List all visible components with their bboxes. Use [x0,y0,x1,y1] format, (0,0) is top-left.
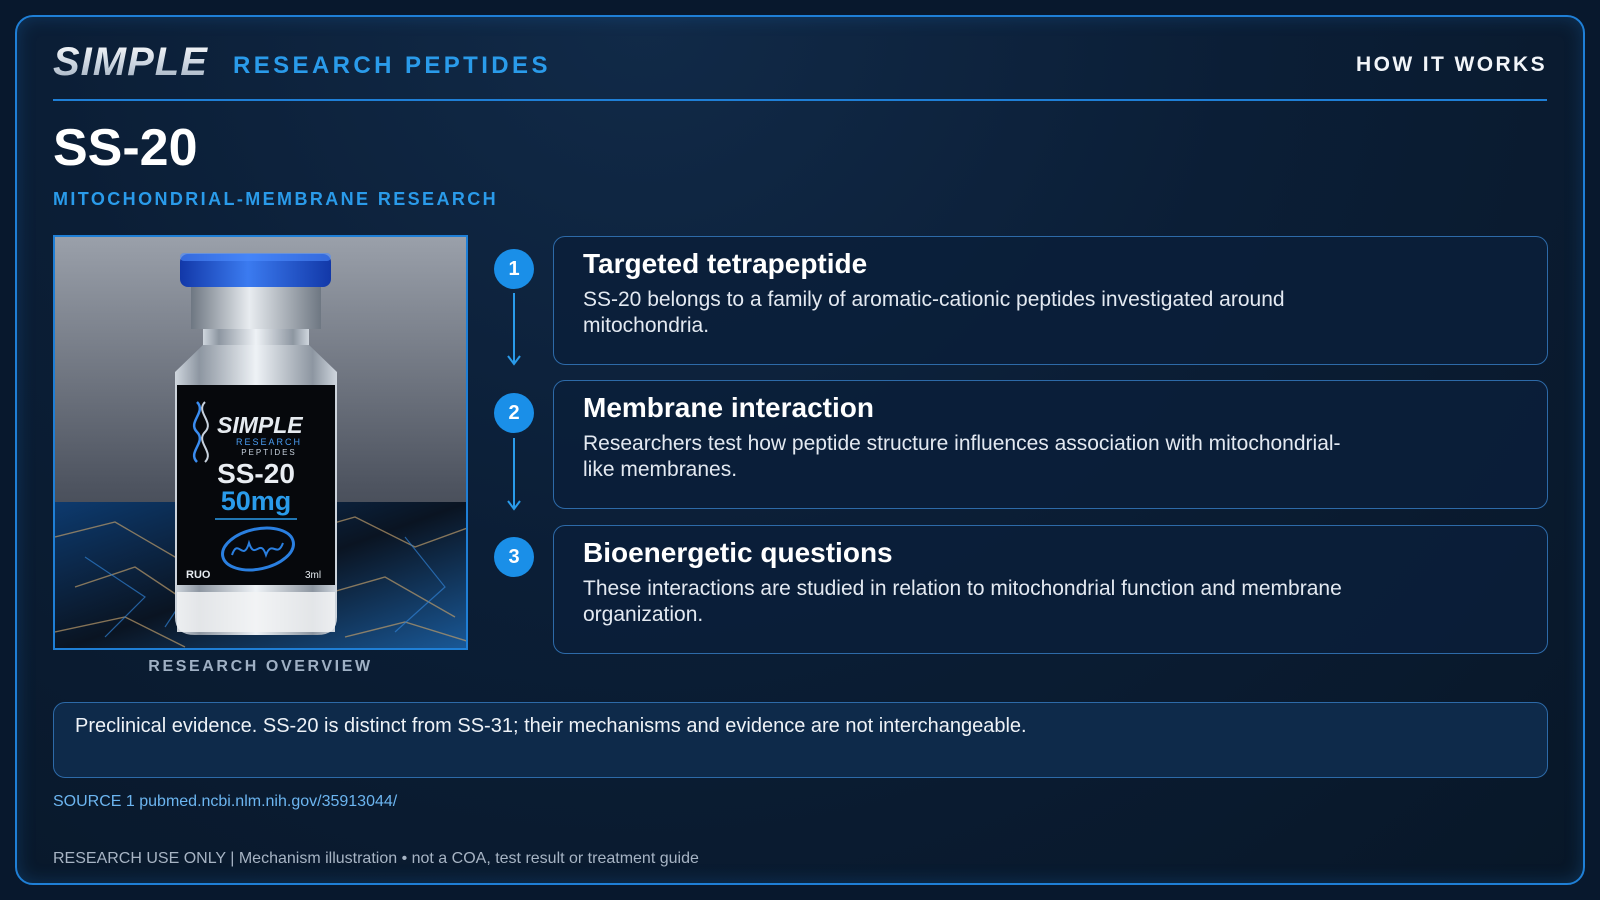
step-card-3 [553,525,1548,654]
brand-logo: SIMPLE [53,40,208,84]
product-vial-image [53,235,468,650]
brand-subtitle: RESEARCH PEPTIDES [233,52,551,79]
header [53,38,1547,101]
arrow-down-icon [505,435,523,513]
vial-brand-sub2: PEPTIDES [241,448,297,457]
step-1-title: Targeted tetrapeptide [583,248,868,279]
step-3-number: 3 [494,537,534,577]
arrow-down-icon [505,290,523,368]
page-title: SS-20 [53,119,198,177]
vial-product-name: SS-20 [217,458,295,489]
how-it-works-link[interactable]: HOW IT WORKS [1356,53,1547,76]
step-3-title: Bioenergetic questions [583,537,893,568]
vial-ruo-label: RUO [186,569,211,581]
vial-brand-text: SIMPLE [217,412,303,438]
vial-brand-sub1: RESEARCH [235,437,303,447]
evidence-note-box [53,702,1548,778]
source-link[interactable]: SOURCE 1 pubmed.ncbi.nlm.nih.gov/35913044/ [53,793,398,810]
page-subtitle: MITOCHONDRIAL-MEMBRANE RESEARCH [53,189,499,209]
step-card-1 [553,236,1548,365]
step-1-number: 1 [494,249,534,289]
image-caption: RESEARCH OVERVIEW [148,658,373,675]
step-2-number: 2 [494,393,534,433]
step-card-2 [553,380,1548,509]
vial-volume-label: 3ml [305,570,322,581]
evidence-note-text: Preclinical evidence. SS-20 is distinct from SS-31; their mechanisms and evidence are not interchangeable. [75,715,1027,737]
footer-disclaimer: RESEARCH USE ONLY | Mechanism illustration • not a COA, test result or treatment guide [53,850,699,867]
step-2-description: Researchers test how peptide structure influences association with mitochondrial-like membranes. [583,432,1341,481]
step-3-description: These interactions are studied in relation to mitochondrial function and membrane organization. [583,577,1342,626]
step-2-title: Membrane interaction [583,392,874,423]
vial-dose: 50mg [220,486,292,516]
step-1-description: SS-20 belongs to a family of aromatic-cationic peptides investigated around mitochondria. [583,288,1285,337]
